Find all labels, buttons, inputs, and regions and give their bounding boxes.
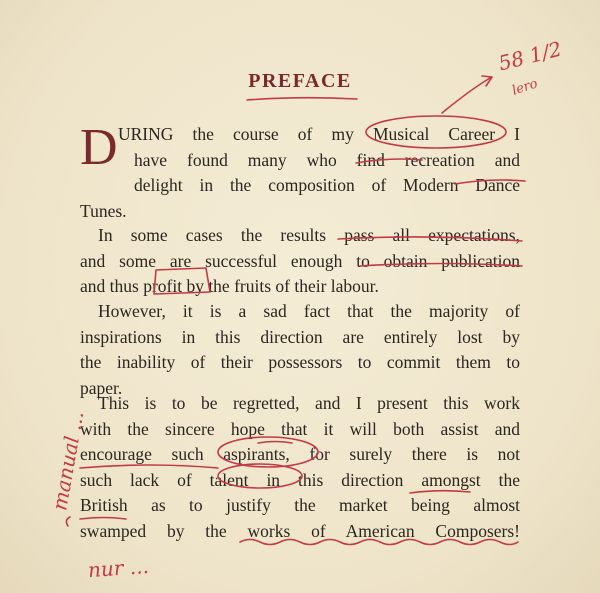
handwritten-page-count: 58 1/2 [496, 36, 564, 76]
text-line: However, it is a sad fact that the majority of [98, 301, 520, 321]
text-line: In some cases the results pass all expectations, [98, 225, 520, 245]
drop-cap: D [80, 119, 118, 176]
title-underline [247, 98, 357, 100]
paragraph-1 [80, 119, 520, 224]
text-line: with the sincere hope that it will both assist and [80, 418, 520, 439]
text-line: inspirations in this direction are entirely lost by [80, 326, 520, 347]
paragraph-2 [80, 223, 520, 300]
text-line: have found many who find recreation and [134, 149, 520, 170]
text-line: paper. [80, 377, 123, 398]
page-title: PREFACE [248, 70, 352, 92]
handwritten-left-margin-note: manual ... [47, 409, 89, 513]
handwritten-note-sub: lero [510, 76, 540, 99]
text-line: swamped by the works of American Composers! [80, 520, 520, 541]
handwritten-bottom-note: nur ... [87, 553, 150, 583]
text-line: Tunes. [80, 200, 127, 221]
bullet-mark [66, 517, 70, 526]
text-line: British as to justify the market being almost [80, 495, 520, 515]
text-line: such lack of talent in this direction amongst the [80, 469, 520, 490]
text-line: delight in the composition of Modern Dance [134, 175, 520, 195]
text-line: the inability of their possessors to commit them to [80, 352, 520, 372]
text-line: and thus profit by the fruits of their labour. [80, 276, 379, 296]
text-line: URING the course of my Musical Career I [118, 124, 520, 144]
text-line: and some are successful enough to obtain publication [80, 250, 520, 271]
text-line: encourage such aspirants, for surely there is not [80, 444, 520, 464]
text-line: This is to be regretted, and I present this work [98, 393, 520, 413]
paragraph-4 [80, 391, 520, 544]
paragraph-3 [80, 299, 520, 401]
